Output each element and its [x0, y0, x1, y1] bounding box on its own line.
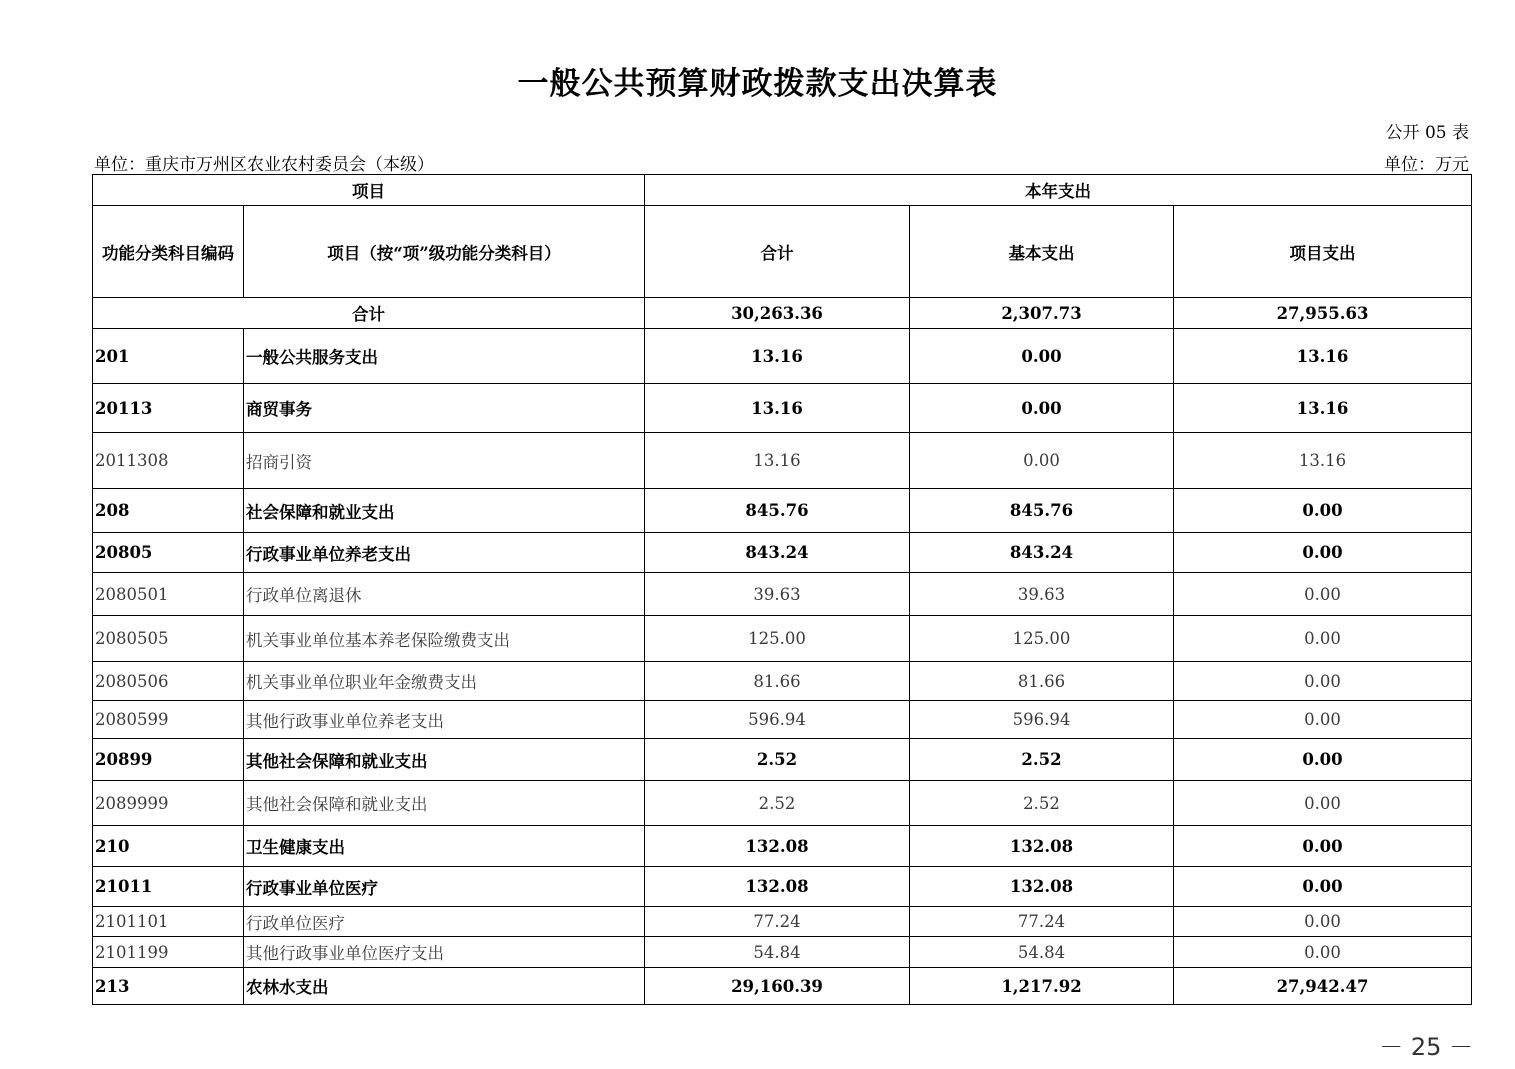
- row-project: 0.00: [1174, 533, 1472, 573]
- header-year-expenditure: 本年支出: [645, 175, 1472, 206]
- total-project: 27,955.63: [1174, 298, 1472, 329]
- budget-table: [92, 174, 1472, 1005]
- table-row: [93, 739, 1472, 781]
- page-title: 一般公共预算财政拨款支出决算表: [517, 66, 998, 102]
- row-code: 20805: [93, 533, 244, 573]
- row-total: 54.84: [645, 937, 910, 968]
- row-project: 0.00: [1174, 826, 1472, 867]
- total-amount: 30,263.36: [645, 298, 910, 329]
- row-basic: 77.24: [910, 907, 1174, 937]
- table-row: [93, 781, 1472, 826]
- row-name: 招商引资: [244, 433, 645, 489]
- row-total: 39.63: [645, 573, 910, 616]
- total-row: [93, 298, 1472, 329]
- unit-currency: 单位：万元: [1384, 155, 1469, 175]
- row-basic: 0.00: [910, 433, 1174, 489]
- header-row-columns: [93, 206, 1472, 298]
- row-name: 机关事业单位职业年金缴费支出: [244, 662, 645, 701]
- row-code: 21011: [93, 867, 244, 907]
- row-project: 13.16: [1174, 329, 1472, 384]
- col-header-code: 功能分类科目编码: [93, 206, 244, 298]
- row-basic: 2.52: [910, 781, 1174, 826]
- row-basic: 81.66: [910, 662, 1174, 701]
- col-header-basic: 基本支出: [910, 206, 1174, 298]
- total-basic: 2,307.73: [910, 298, 1174, 329]
- row-project: 0.00: [1174, 781, 1472, 826]
- row-project: 0.00: [1174, 701, 1472, 739]
- table-row: [93, 662, 1472, 701]
- table-row: [93, 968, 1472, 1005]
- row-code: 2101101: [93, 907, 244, 937]
- row-code: 213: [93, 968, 244, 1005]
- row-basic: 2.52: [910, 739, 1174, 781]
- table-row: [93, 433, 1472, 489]
- row-name: 行政事业单位养老支出: [244, 533, 645, 573]
- row-code: 2011308: [93, 433, 244, 489]
- row-name: 商贸事务: [244, 384, 645, 433]
- row-basic: 132.08: [910, 826, 1174, 867]
- budget-table-body: [93, 175, 1472, 1005]
- total-label: 合计: [93, 298, 645, 329]
- row-basic: 39.63: [910, 573, 1174, 616]
- row-total: 596.94: [645, 701, 910, 739]
- row-name: 农林水支出: [244, 968, 645, 1005]
- row-project: 27,942.47: [1174, 968, 1472, 1005]
- form-code: 公开 05 表: [1385, 123, 1469, 143]
- row-name: 行政事业单位医疗: [244, 867, 645, 907]
- row-code: 2080501: [93, 573, 244, 616]
- row-code: 20113: [93, 384, 244, 433]
- row-basic: 132.08: [910, 867, 1174, 907]
- table-row: [93, 533, 1472, 573]
- row-basic: 0.00: [910, 384, 1174, 433]
- row-code: 2080506: [93, 662, 244, 701]
- row-basic: 596.94: [910, 701, 1174, 739]
- row-total: 125.00: [645, 616, 910, 662]
- header-row-top: [93, 175, 1472, 206]
- table-row: [93, 329, 1472, 384]
- table-row: [93, 937, 1472, 968]
- row-name: 卫生健康支出: [244, 826, 645, 867]
- row-name: 其他社会保障和就业支出: [244, 739, 645, 781]
- row-name: 机关事业单位基本养老保险缴费支出: [244, 616, 645, 662]
- row-basic: 845.76: [910, 489, 1174, 533]
- row-code: 201: [93, 329, 244, 384]
- table-row: [93, 907, 1472, 937]
- row-name: 其他行政事业单位医疗支出: [244, 937, 645, 968]
- row-basic: 0.00: [910, 329, 1174, 384]
- row-project: 0.00: [1174, 662, 1472, 701]
- row-project: 13.16: [1174, 384, 1472, 433]
- row-project: 0.00: [1174, 937, 1472, 968]
- table-row: [93, 826, 1472, 867]
- row-total: 843.24: [645, 533, 910, 573]
- col-header-project: 项目支出: [1174, 206, 1472, 298]
- row-basic: 125.00: [910, 616, 1174, 662]
- table-row: [93, 867, 1472, 907]
- row-basic: 54.84: [910, 937, 1174, 968]
- row-code: 2101199: [93, 937, 244, 968]
- row-basic: 843.24: [910, 533, 1174, 573]
- row-project: 0.00: [1174, 867, 1472, 907]
- row-total: 77.24: [645, 907, 910, 937]
- row-project: 0.00: [1174, 616, 1472, 662]
- row-total: 132.08: [645, 826, 910, 867]
- row-basic: 1,217.92: [910, 968, 1174, 1005]
- row-project: 0.00: [1174, 739, 1472, 781]
- unit-organization: 单位：重庆市万州区农业农村委员会（本级）: [94, 155, 434, 175]
- row-total: 29,160.39: [645, 968, 910, 1005]
- row-code: 20899: [93, 739, 244, 781]
- col-header-name: 项目（按“项”级功能分类科目）: [244, 206, 645, 298]
- table-row: [93, 616, 1472, 662]
- row-total: 845.76: [645, 489, 910, 533]
- row-code: 2089999: [93, 781, 244, 826]
- row-name: 其他社会保障和就业支出: [244, 781, 645, 826]
- row-code: 208: [93, 489, 244, 533]
- row-name: 社会保障和就业支出: [244, 489, 645, 533]
- row-total: 81.66: [645, 662, 910, 701]
- row-code: 210: [93, 826, 244, 867]
- row-total: 13.16: [645, 433, 910, 489]
- row-total: 2.52: [645, 739, 910, 781]
- table-row: [93, 701, 1472, 739]
- header-item: 项目: [93, 175, 645, 206]
- row-total: 13.16: [645, 384, 910, 433]
- row-name: 行政单位离退休: [244, 573, 645, 616]
- row-name: 行政单位医疗: [244, 907, 645, 937]
- col-header-total: 合计: [645, 206, 910, 298]
- row-total: 132.08: [645, 867, 910, 907]
- row-name: 一般公共服务支出: [244, 329, 645, 384]
- row-project: 0.00: [1174, 907, 1472, 937]
- row-project: 0.00: [1174, 489, 1472, 533]
- row-code: 2080505: [93, 616, 244, 662]
- row-name: 其他行政事业单位养老支出: [244, 701, 645, 739]
- table-row: [93, 384, 1472, 433]
- row-project: 0.00: [1174, 573, 1472, 616]
- row-total: 2.52: [645, 781, 910, 826]
- row-total: 13.16: [645, 329, 910, 384]
- table-row: [93, 573, 1472, 616]
- table-row: [93, 489, 1472, 533]
- page-number: － 25 －: [1379, 1033, 1473, 1061]
- row-project: 13.16: [1174, 433, 1472, 489]
- row-code: 2080599: [93, 701, 244, 739]
